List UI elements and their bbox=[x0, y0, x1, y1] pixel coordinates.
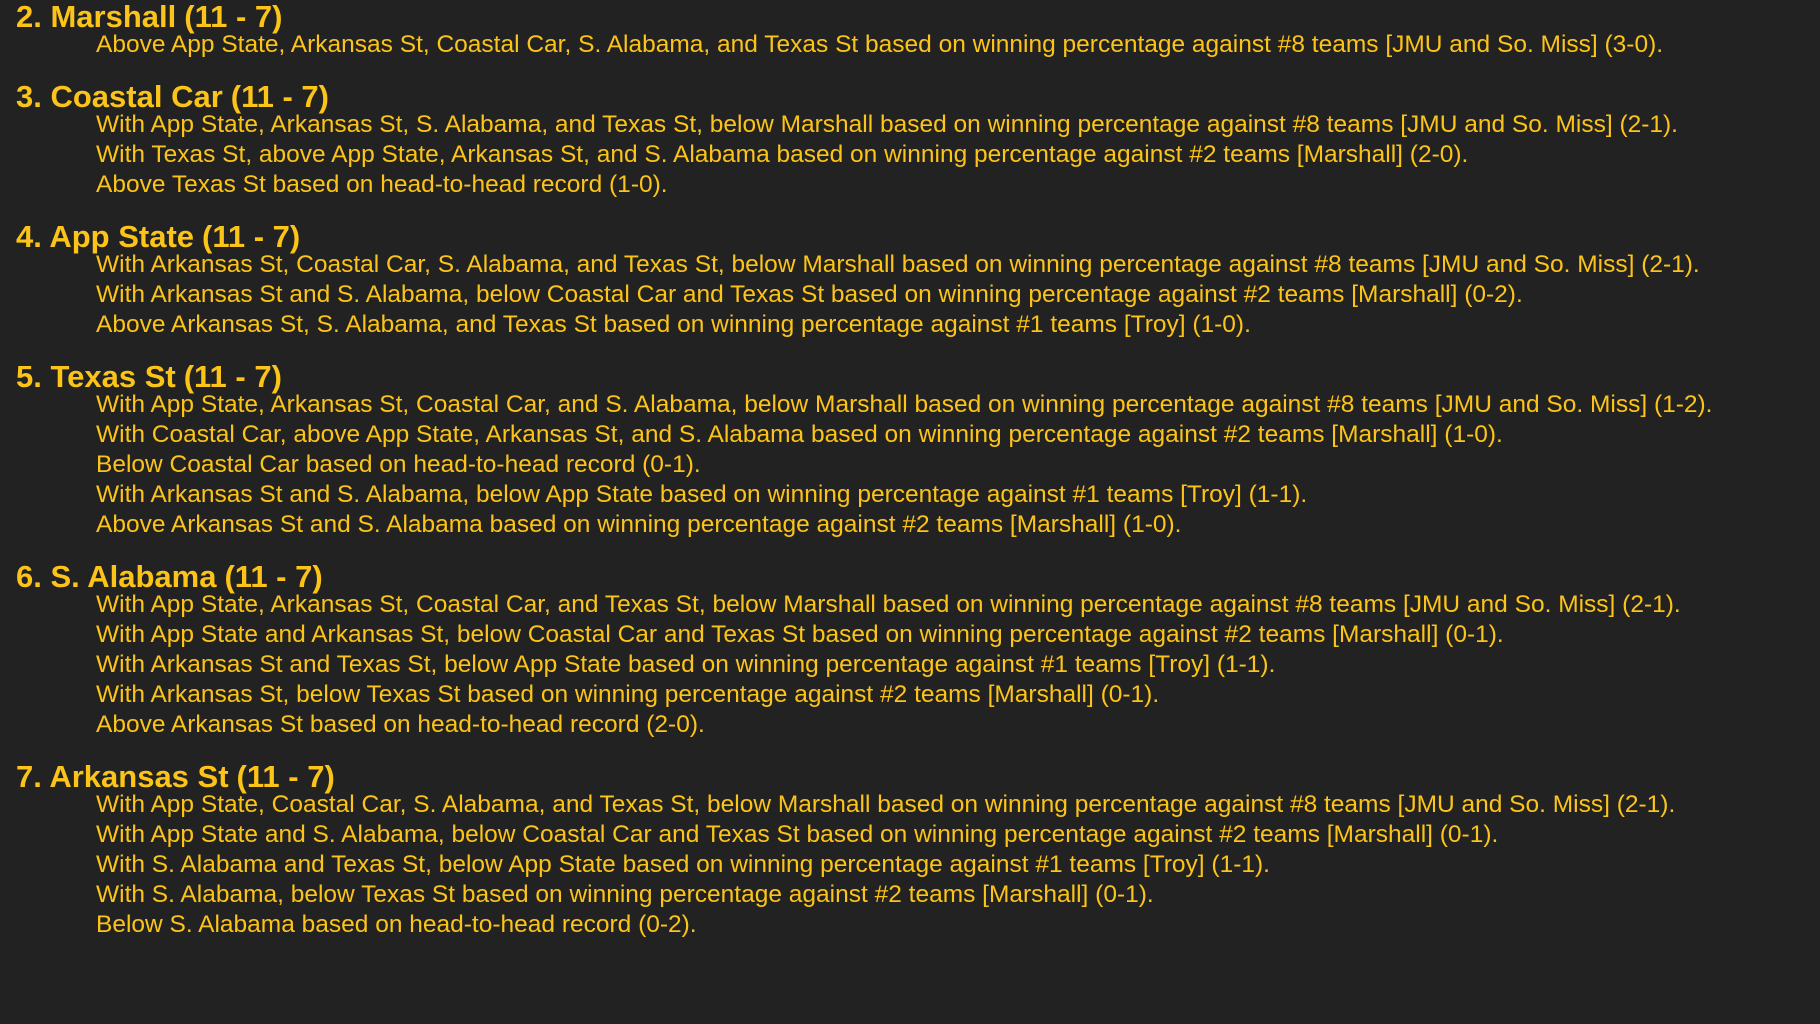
team-record: ( 11 - 7 ) bbox=[184, 359, 282, 394]
tiebreak-line: Above Arkansas St based on head-to-head record (2-0). bbox=[96, 711, 705, 738]
tiebreak-line: With App State, Coastal Car, S. Alabama, and Texas St, below Marshall based on winning percentage against #8 teams [JMU and So. Miss] (2-1). bbox=[96, 791, 1676, 818]
tiebreak-line: With App State, Arkansas St, Coastal Car, and Texas St, below Marshall based on winning percentage against #8 teams [JMU and So. Miss] (2-1). bbox=[96, 591, 1681, 618]
team-record: ( 11 - 7 ) bbox=[237, 759, 335, 794]
team-name: Texas St bbox=[50, 359, 176, 394]
tiebreak-line: Below Coastal Car based on head-to-head record (0-1). bbox=[96, 451, 701, 478]
tiebreak-line: Above Texas St based on head-to-head record (1-0). bbox=[96, 171, 668, 198]
tiebreak-list bbox=[16, 30, 1816, 60]
team-record: ( 11 - 7 ) bbox=[224, 559, 322, 594]
tiebreak-list bbox=[16, 250, 1816, 340]
team-name: Arkansas St bbox=[49, 759, 229, 794]
team-rank: 2 . bbox=[16, 0, 50, 34]
team-block-2 bbox=[16, 0, 1816, 60]
tiebreak-line: With Texas St, above App State, Arkansas St, and S. Alabama based on winning percentage against #2 teams [Marshall] (2-0). bbox=[96, 141, 1469, 168]
tiebreak-line: With Arkansas St, below Texas St based on winning percentage against #2 teams [Marshall] (0-1). bbox=[96, 681, 1160, 708]
team-block-4 bbox=[16, 212, 1816, 340]
team-rank: 5 . bbox=[16, 359, 50, 394]
team-rank: 7 . bbox=[16, 759, 49, 794]
tiebreak-line: Above Arkansas St and S. Alabama based on winning percentage against #2 teams [Marshall] (1-0). bbox=[96, 511, 1182, 538]
team-record: ( 11 - 7 ) bbox=[184, 0, 282, 34]
tiebreak-list bbox=[16, 790, 1816, 940]
team-name: Marshall bbox=[50, 0, 177, 34]
tiebreak-line: Above Arkansas St, S. Alabama, and Texas St based on winning percentage against #1 teams [Troy] (1-0). bbox=[96, 311, 1251, 338]
tiebreak-line: With App State and Arkansas St, below Coastal Car and Texas St based on winning percentage against #2 teams [Marshall] (0-1). bbox=[96, 621, 1504, 648]
team-block-6 bbox=[16, 552, 1816, 740]
team-name: App State bbox=[49, 219, 195, 254]
tiebreak-line: With Arkansas St and Texas St, below App State based on winning percentage against #1 teams [Troy] (1-1). bbox=[96, 651, 1276, 678]
team-block-5 bbox=[16, 352, 1816, 540]
tiebreak-line: Below S. Alabama based on head-to-head record (0-2). bbox=[96, 911, 697, 938]
tiebreak-line: With S. Alabama and Texas St, below App State based on winning percentage against #1 teams [Troy] (1-1). bbox=[96, 851, 1270, 878]
team-rank: 4 . bbox=[16, 219, 49, 254]
tiebreak-line: With Arkansas St and S. Alabama, below App State based on winning percentage against #1 teams [Troy] (1-1). bbox=[96, 481, 1308, 508]
tiebreak-line: With Coastal Car, above App State, Arkansas St, and S. Alabama based on winning percentage against #2 teams [Marshall] (1-0). bbox=[96, 421, 1503, 448]
tiebreak-list bbox=[16, 390, 1816, 540]
tiebreak-line: With Arkansas St and S. Alabama, below Coastal Car and Texas St based on winning percentage against #2 teams [Marshall] (0-2). bbox=[96, 281, 1523, 308]
team-rank: 6 . bbox=[16, 559, 50, 594]
standings-list bbox=[16, 0, 1816, 952]
tiebreak-list bbox=[16, 110, 1816, 200]
team-record: ( 11 - 7 ) bbox=[231, 79, 329, 114]
tiebreak-line: Above App State, Arkansas St, Coastal Car, S. Alabama, and Texas St based on winning percentage against #8 teams [JMU and So. Miss] (3-0). bbox=[96, 31, 1664, 58]
tiebreak-line: With App State, Arkansas St, Coastal Car, and S. Alabama, below Marshall based on winning percentage against #8 teams [JMU and So. Miss] (1-2). bbox=[96, 391, 1713, 418]
tiebreak-list bbox=[16, 590, 1816, 740]
team-name: Coastal Car bbox=[50, 79, 223, 114]
team-block-7 bbox=[16, 752, 1816, 940]
team-block-3 bbox=[16, 72, 1816, 200]
team-record: ( 11 - 7 ) bbox=[202, 219, 300, 254]
tiebreak-line: With Arkansas St, Coastal Car, S. Alabama, and Texas St, below Marshall based on winning percentage against #8 teams [JMU and So. Miss] (2-1). bbox=[96, 251, 1700, 278]
tiebreak-line: With App State, Arkansas St, S. Alabama, and Texas St, below Marshall based on winning percentage against #8 teams [JMU and So. Miss] (2-1). bbox=[96, 111, 1678, 138]
team-name: S. Alabama bbox=[50, 559, 217, 594]
team-rank: 3 . bbox=[16, 79, 50, 114]
tiebreak-line: With App State and S. Alabama, below Coastal Car and Texas St based on winning percentage against #2 teams [Marshall] (0-1). bbox=[96, 821, 1499, 848]
tiebreak-line: With S. Alabama, below Texas St based on winning percentage against #2 teams [Marshall] (0-1). bbox=[96, 881, 1154, 908]
